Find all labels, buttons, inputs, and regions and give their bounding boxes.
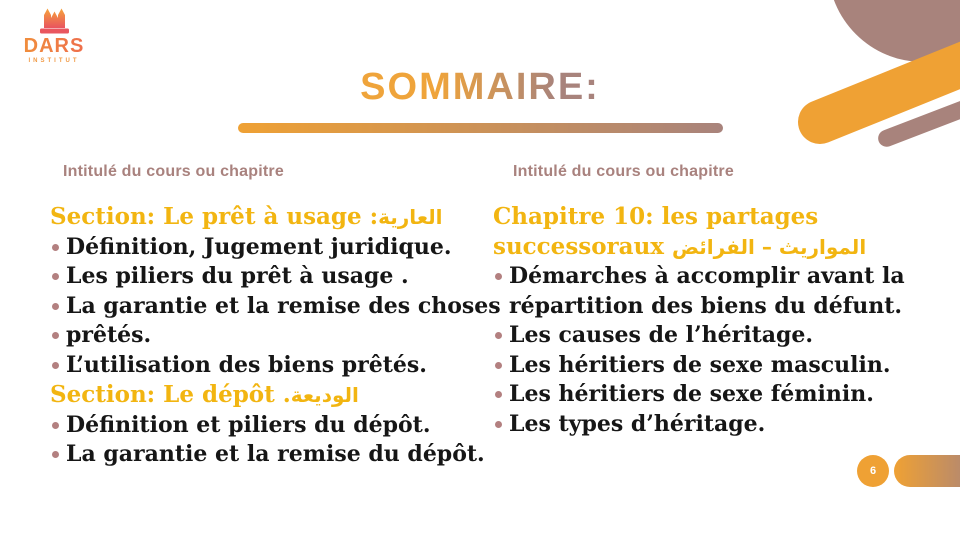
toc-item-text: La garantie et la remise des choses xyxy=(66,292,501,319)
bullet-icon xyxy=(52,273,59,280)
page-number-pill xyxy=(894,455,960,487)
toc-item-text: Chapitre 10: les partages xyxy=(493,203,819,230)
slide-title: SOMMAIRE: xyxy=(360,66,600,108)
toc-item-text: Définition, Jugement juridique. xyxy=(66,233,452,260)
toc-item-arabic-text: الوديعة xyxy=(290,383,359,407)
toc-item-text: Définition et piliers du dépôt. xyxy=(66,411,431,438)
toc-item-arabic-text: الفرائض ‎–‎ المواريث xyxy=(672,234,867,259)
mosque-m-icon xyxy=(31,6,77,36)
bullet-icon xyxy=(52,303,59,310)
dars-institut-logo xyxy=(16,6,92,65)
bullet-icon xyxy=(495,391,502,398)
toc-item-text: Démarches à accomplir avant la xyxy=(509,263,905,289)
toc-list xyxy=(50,202,501,470)
toc-item-text: Les causes de l’héritage. xyxy=(509,322,814,348)
logo-subtitle: INSTITUT xyxy=(28,58,80,64)
toc-item-text: Section: Le prêt à usage : xyxy=(50,203,379,230)
toc-item xyxy=(493,410,933,440)
toc-item-text: Les héritiers de sexe masculin. xyxy=(509,351,891,378)
bullet-icon xyxy=(52,332,59,339)
toc-item-text: La garantie et la remise du dépôt. xyxy=(66,441,485,467)
toc-item xyxy=(493,262,933,292)
toc-item-text: répartition des biens du défunt. xyxy=(509,292,903,319)
bullet-icon xyxy=(495,273,502,280)
toc-column-right xyxy=(493,163,933,439)
title-wrap xyxy=(0,66,960,109)
toc-item xyxy=(493,292,933,322)
toc-item-text: Les types d’héritage. xyxy=(509,410,766,437)
toc-item xyxy=(50,262,494,292)
toc-item-text: Section: Le dépôt . xyxy=(50,381,291,408)
toc-item xyxy=(493,321,933,351)
bullet-icon xyxy=(52,244,59,251)
toc-item-text: L’utilisation des biens prêtés. xyxy=(66,351,427,378)
title-underline xyxy=(238,123,723,133)
column-header: Intitulé du cours ou chapitre xyxy=(63,163,284,180)
toc-item-text: successoraux xyxy=(493,232,673,260)
toc-item-text: prêtés. xyxy=(66,322,152,348)
toc-section-title xyxy=(493,202,933,232)
toc-item xyxy=(50,440,494,470)
bullet-icon xyxy=(52,422,59,429)
toc-item-arabic-text: العارية xyxy=(378,205,443,229)
logo-name: DARS xyxy=(16,36,92,56)
toc-item xyxy=(50,233,494,263)
bullet-icon xyxy=(495,362,502,369)
toc-column-left xyxy=(50,163,501,470)
toc-item xyxy=(493,380,933,410)
toc-item-text: Les héritiers de sexe féminin. xyxy=(509,381,874,407)
bullet-icon xyxy=(52,362,59,369)
toc-section-title xyxy=(493,232,933,263)
toc-section-title xyxy=(50,202,494,233)
toc-item xyxy=(50,411,494,441)
toc-section-title xyxy=(50,380,494,411)
toc-item xyxy=(50,351,494,381)
toc-list xyxy=(493,202,933,439)
bullet-icon xyxy=(495,332,502,339)
toc-item xyxy=(493,351,933,381)
column-header: Intitulé du cours ou chapitre xyxy=(513,163,734,180)
toc-item xyxy=(50,321,494,351)
toc-item-text: Les piliers du prêt à usage . xyxy=(66,263,409,289)
bullet-icon xyxy=(52,451,59,458)
bullet-icon xyxy=(495,421,502,428)
toc-item xyxy=(50,292,501,322)
page-number-badge: 6 xyxy=(857,455,889,487)
